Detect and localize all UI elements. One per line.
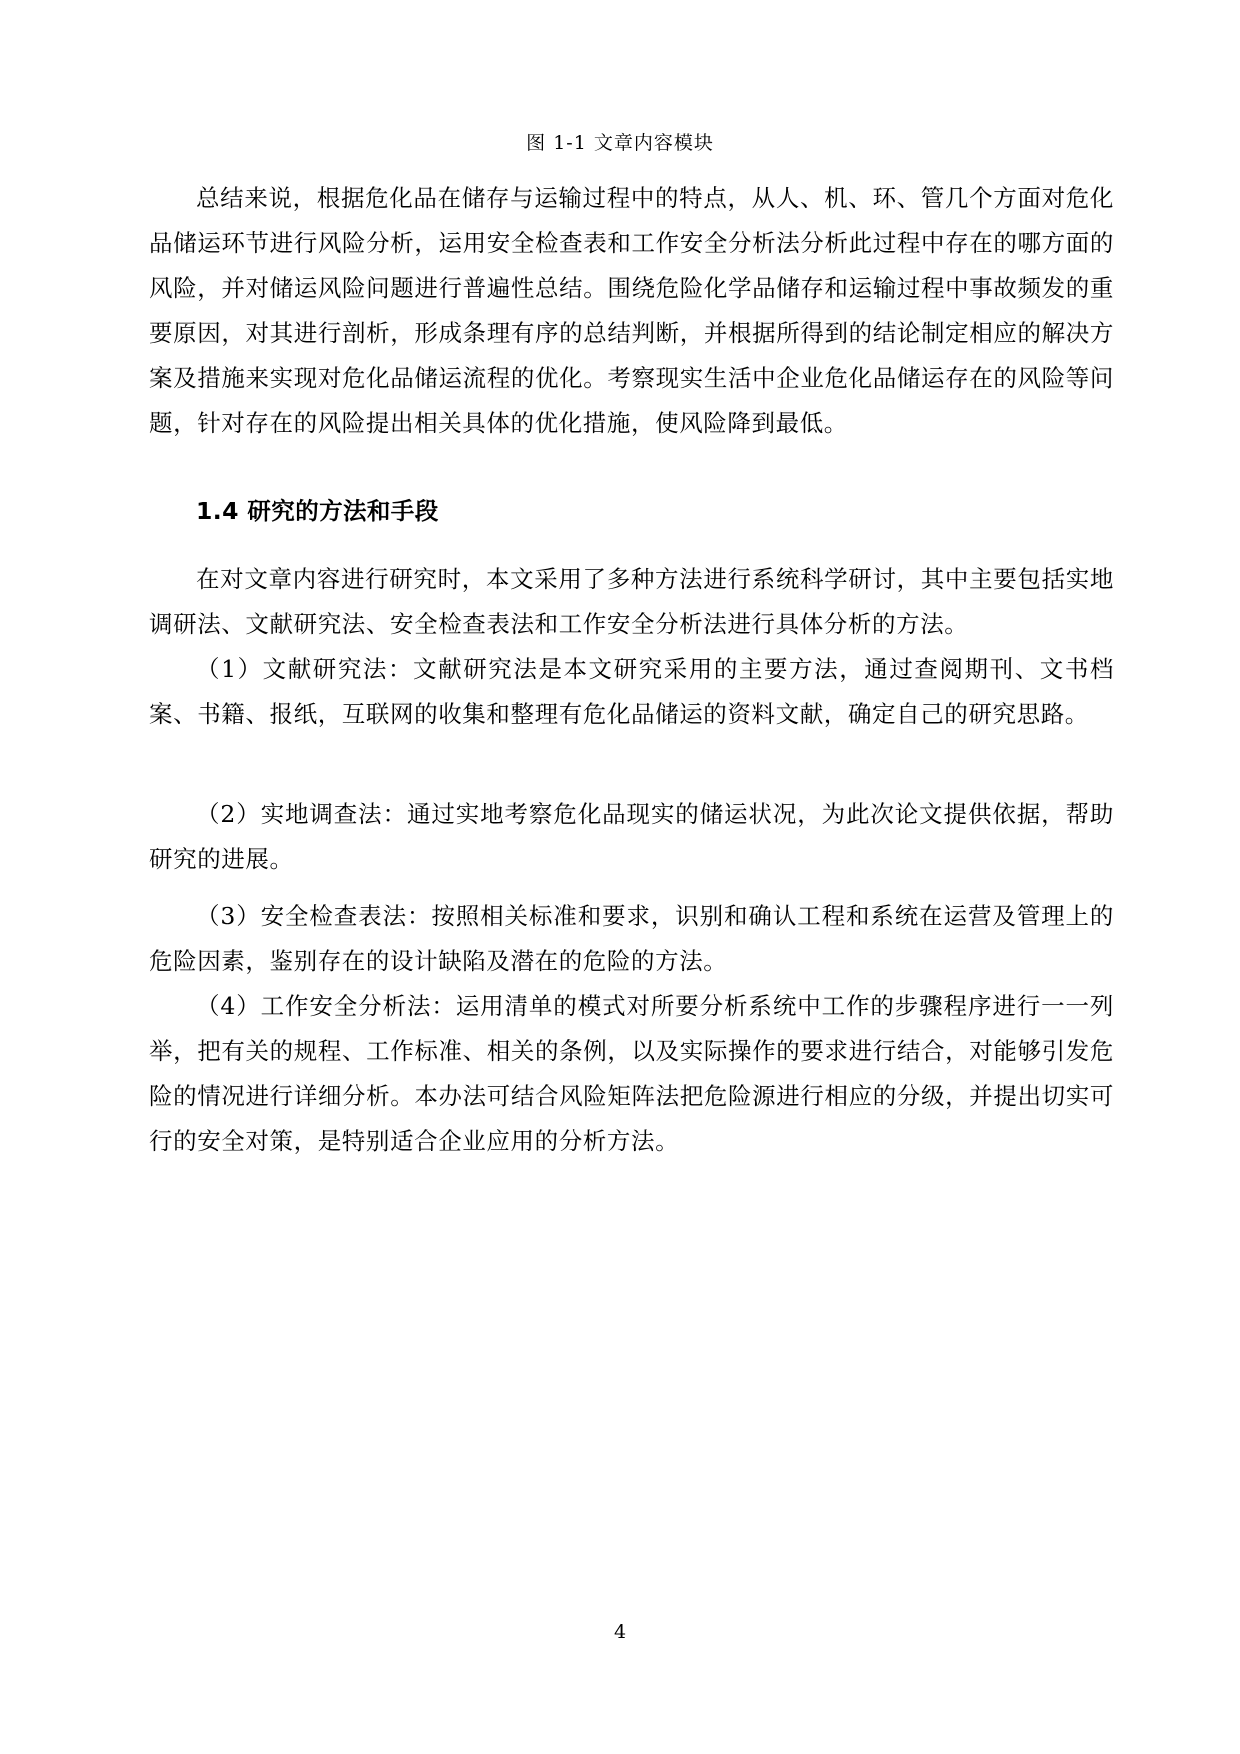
method-paragraph-field-survey: （2）实地调查法：通过实地考察危化品现实的储运状况，为此次论文提供依据，帮助研究的进展。 <box>149 800 1114 873</box>
method-paragraph-literature: （1）文献研究法：文献研究法是本文研究采用的主要方法，通过查阅期刊、文书档案、书籍、报纸，互联网的收集和整理有危化品储运的资料文献，确定自己的研究思路。 <box>149 655 1114 728</box>
method-paragraph-safety-checklist: （3）安全检查表法：按照相关标准和要求，识别和确认工程和系统在运营及管理上的危险因素，鉴别存在的设计缺陷及潜在的危险的方法。 <box>149 902 1114 975</box>
section-heading: 1.4 研究的方法和手段 <box>196 497 439 525</box>
method-paragraph-job-safety-analysis: （4）工作安全分析法：运用清单的模式对所要分析系统中工作的步骤程序进行一一列举，把有关的规程、工作标准、相关的条例，以及实际操作的要求进行结合，对能够引发危险的情况进行详细分析。本办法可结合风险矩阵法把危险源进行相应的分级，并提出切实可行的安全对策，是特别适合企业应用的分析方法。 <box>149 992 1114 1155</box>
figure-caption: 图 1-1 文章内容模块 <box>526 132 714 154</box>
intro-paragraph: 在对文章内容进行研究时，本文采用了多种方法进行系统科学研讨，其中主要包括实地调研法、文献研究法、安全检查表法和工作安全分析法进行具体分析的方法。 <box>149 565 1114 638</box>
summary-paragraph: 总结来说，根据危化品在储存与运输过程中的特点，从人、机、环、管几个方面对危化品储运环节进行风险分析，运用安全检查表和工作安全分析法分析此过程中存在的哪方面的风险，并对储运风险问题进行普遍性总结。围绕危险化学品储存和运输过程中事故频发的重要原因，对其进行剖析，形成条理有序的总结判断，并根据所得到的结论制定相应的解决方案及措施来实现对危化品储运流程的优化。考察现实生活中企业危化品储运存在的风险等问题，针对存在的风险提出相关具体的优化措施，使风险降到最低。 <box>149 184 1114 437</box>
page-number: 4 <box>613 1621 627 1643</box>
